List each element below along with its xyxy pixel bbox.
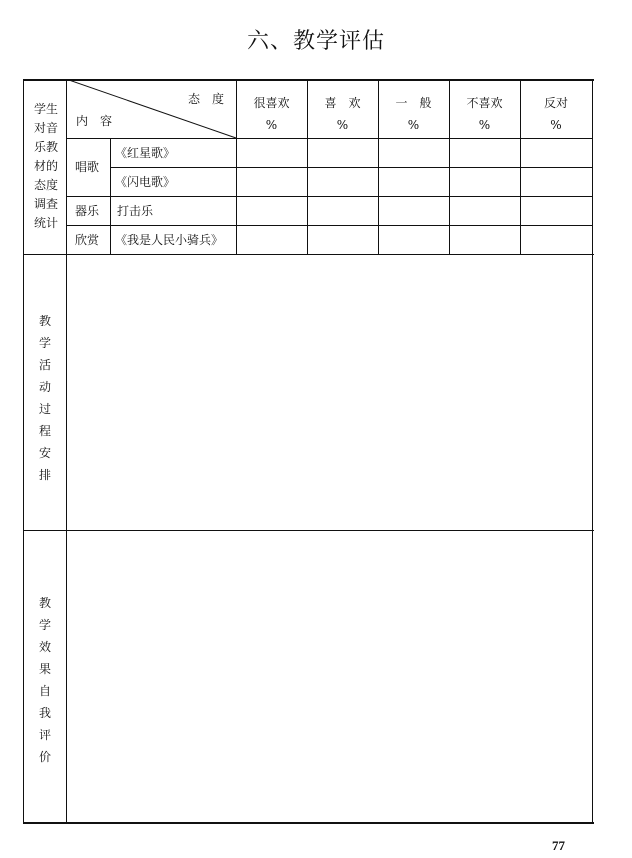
- row-item: 《红星歌》: [115, 146, 176, 160]
- label-char: 评: [38, 728, 51, 742]
- table-border-right: [592, 79, 593, 824]
- header-content: 内 容: [76, 114, 113, 128]
- column-unit: %: [478, 118, 491, 132]
- side-label-line: 材的: [33, 159, 58, 173]
- side-label-line: 学生: [33, 102, 58, 116]
- diagonal-header-line: [66, 79, 237, 139]
- column-unit: %: [407, 118, 420, 132]
- label-char: 安: [38, 446, 51, 460]
- row-item: 打击乐: [117, 204, 154, 218]
- label-char: 动: [38, 380, 51, 394]
- row-category-singing: 唱歌: [75, 160, 100, 174]
- label-char: 过: [38, 402, 51, 416]
- survey-answer-cells[interactable]: [237, 139, 592, 254]
- table-border-bottom: [23, 822, 594, 824]
- column-header-dislike: [449, 92, 520, 136]
- grid-line: [110, 138, 111, 254]
- label-char: 教: [38, 596, 51, 610]
- column-label: 很喜欢: [253, 96, 290, 110]
- label-char: 教: [38, 314, 51, 328]
- label-char: 果: [38, 662, 51, 676]
- column-label: 不喜欢: [466, 96, 503, 110]
- column-label: 喜 欢: [324, 96, 361, 110]
- label-char: 价: [38, 750, 51, 764]
- page-title: 六、教学评估: [246, 29, 385, 54]
- label-char: 学: [38, 618, 51, 632]
- column-unit: %: [336, 118, 349, 132]
- side-label-line: 对音: [33, 121, 58, 135]
- label-char: 排: [38, 468, 51, 482]
- section-label-activity: [24, 310, 66, 486]
- row-item: 《闪电歌》: [115, 175, 176, 189]
- survey-side-label: [26, 100, 66, 233]
- side-label-line: 乐教: [33, 140, 58, 154]
- column-unit: %: [265, 118, 278, 132]
- evaluation-writing-area[interactable]: [67, 531, 592, 822]
- column-header-neutral: [378, 92, 449, 136]
- column-label: 一 般: [395, 96, 432, 110]
- row-category-appreciation: 欣赏: [75, 233, 100, 247]
- side-label-line: 统计: [33, 216, 58, 230]
- label-char: 我: [38, 706, 51, 720]
- label-char: 程: [38, 424, 51, 438]
- column-unit: %: [550, 118, 562, 132]
- column-header-oppose: [520, 92, 592, 136]
- section-label-evaluation: [24, 592, 66, 768]
- row-category-instrumental: 器乐: [75, 204, 100, 218]
- label-char: 学: [38, 336, 51, 350]
- label-char: 自: [38, 684, 51, 698]
- side-label-line: 调查: [33, 197, 58, 211]
- page-number: 77: [552, 838, 565, 853]
- column-header-very-like: [236, 92, 307, 136]
- activity-writing-area[interactable]: [67, 255, 592, 530]
- column-header-like: [307, 92, 378, 136]
- label-char: 效: [38, 640, 51, 654]
- label-char: 活: [38, 358, 51, 372]
- side-label-line: 态度: [33, 178, 58, 192]
- row-item: 《我是人民小骑兵》: [115, 233, 224, 247]
- header-attitude: 态 度: [188, 92, 225, 106]
- column-label: 反对: [543, 96, 568, 110]
